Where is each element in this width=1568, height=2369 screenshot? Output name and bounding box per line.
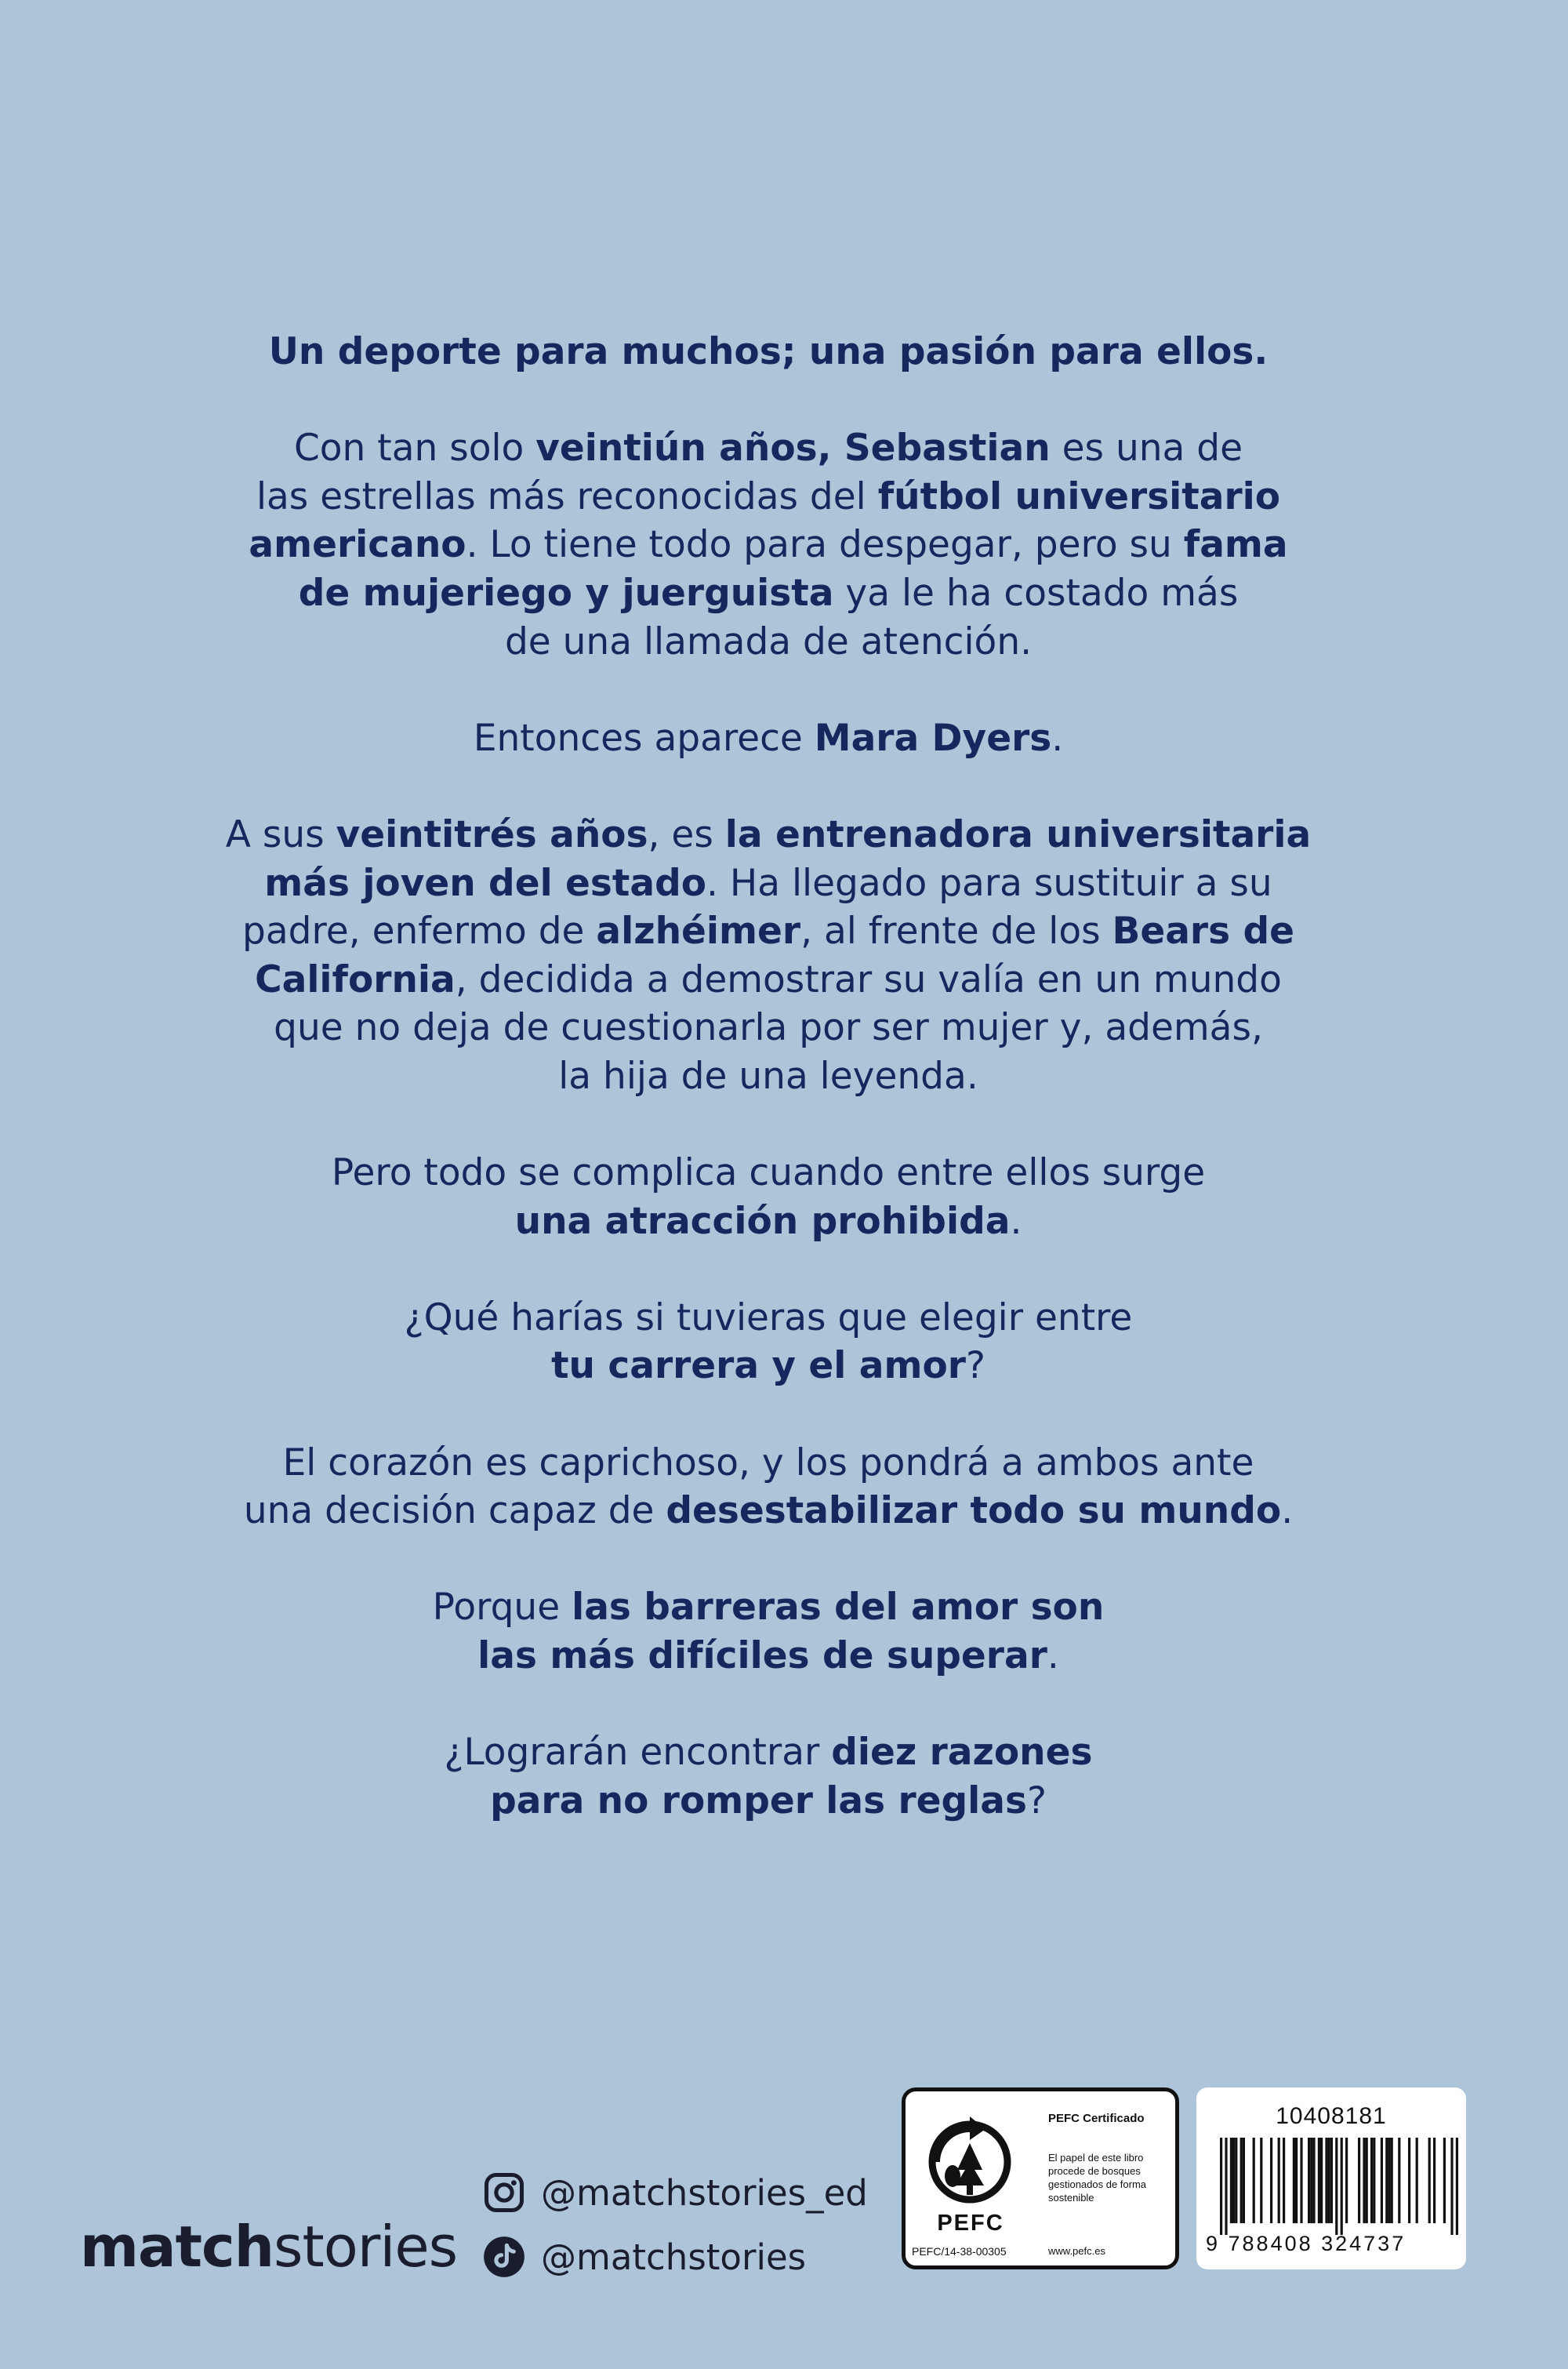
blurb-line: [157, 811, 1380, 859]
barcode-bar: [1433, 2138, 1436, 2223]
text: , al frente de los: [800, 910, 1112, 954]
blurb-line: [157, 618, 1380, 667]
barcode-bar: [1318, 2138, 1320, 2223]
barcode-bar: [1243, 2138, 1245, 2223]
barcode-bar: [1341, 2138, 1343, 2235]
text: que no deja de cuestionarla por ser mujer y, además,: [274, 1006, 1263, 1050]
isbn-number: 9 788408 324737: [1206, 2232, 1406, 2255]
blurb-line: [157, 714, 1380, 763]
tiktok-icon: [483, 2236, 525, 2278]
bold-text: fama: [1183, 523, 1288, 567]
text: las estrellas más reconocidas del: [256, 474, 878, 518]
instagram-handle: @matchstories_ed: [541, 2171, 868, 2214]
blurb-line: [157, 1149, 1380, 1197]
bold-text: veintitrés años: [336, 812, 648, 856]
text: , decidida a demostrar su valía en un mundo: [455, 957, 1282, 1001]
text: una decisión capaz de: [243, 1489, 666, 1533]
text: Pero todo se complica cuando entre ellos surge: [331, 1151, 1206, 1195]
barcode-bar: [1312, 2138, 1315, 2223]
barcode-bar: [1235, 2138, 1237, 2223]
blurb-line: [157, 1583, 1380, 1632]
barcode-top-number: 10408181: [1276, 2103, 1387, 2129]
blurb-line: [157, 1487, 1380, 1535]
blurb-paragraph: [157, 1294, 1380, 1390]
barcode-bar: [1381, 2138, 1383, 2223]
barcode-bar: [1253, 2138, 1255, 2223]
bold-text: alzhéimer: [596, 910, 801, 954]
barcode-bar: [1325, 2138, 1327, 2223]
pefc-certification-box: [902, 2087, 1179, 2269]
text: .: [1051, 716, 1064, 760]
barcode-bar: [1320, 2138, 1323, 2223]
text: Con tan solo: [293, 427, 536, 471]
text: . Lo tiene todo para despegar, pero su: [466, 523, 1184, 567]
blurb-line: [157, 1294, 1380, 1343]
blurb-paragraph: [157, 811, 1380, 1101]
barcode-bar: [1373, 2138, 1375, 2223]
barcode-bar: [1225, 2138, 1227, 2235]
blurb-paragraph: [157, 714, 1380, 763]
barcode-bar: [1385, 2138, 1388, 2223]
text: de una llamada de atención.: [504, 620, 1033, 663]
blurb-line: [157, 1197, 1380, 1246]
text: ?: [1026, 1779, 1047, 1822]
text: ya le ha costado más: [833, 571, 1239, 615]
barcode-bar: [1295, 2138, 1298, 2223]
bold-text: de mujeriego y juerguista: [298, 571, 834, 615]
blurb-line: [157, 1439, 1380, 1488]
pefc-title: PEFC Certificado: [1048, 2112, 1145, 2125]
bold-text: fútbol universitario: [877, 474, 1281, 518]
barcode-bar: [1220, 2138, 1222, 2235]
pefc-logo-text: PEFC: [937, 2211, 1004, 2236]
barcode-bar: [1416, 2138, 1418, 2223]
blurb-paragraph: [157, 1583, 1380, 1680]
bold-text: tu carrera y el amor: [551, 1344, 966, 1388]
isbn-barcode-box: [1196, 2087, 1466, 2269]
social-tiktok: [483, 2235, 806, 2279]
barcode-bar: [1278, 2138, 1280, 2223]
barcode-bar: [1408, 2138, 1410, 2223]
bold-text: las barreras del amor son: [572, 1586, 1105, 1630]
blurb-line: [157, 907, 1380, 956]
text: ¿Lograrán encontrar: [444, 1731, 832, 1775]
blurb-line: [157, 521, 1380, 569]
blurb-line: [157, 1777, 1380, 1826]
matchstories-logo: [80, 2211, 457, 2282]
barcode-bars: [1220, 2138, 1458, 2235]
blurb-line: [157, 1632, 1380, 1680]
blurb-paragraph: [157, 1728, 1380, 1825]
blurb-line: [157, 859, 1380, 908]
barcode-bar: [1450, 2138, 1453, 2235]
barcode-bar: [1328, 2138, 1330, 2223]
text: es una de: [1050, 427, 1243, 471]
instagram-icon: [483, 2171, 525, 2214]
text: Porque: [432, 1586, 572, 1630]
blurb-line: [157, 1052, 1380, 1101]
barcode-bar: [1310, 2138, 1312, 2223]
barcode-bar: [1335, 2138, 1338, 2235]
barcode-bar: [1300, 2138, 1302, 2223]
logo-light-part: stories: [273, 2214, 458, 2280]
barcode-bar: [1240, 2138, 1243, 2223]
barcode-bar: [1358, 2138, 1360, 2223]
text: Entonces aparece: [473, 716, 815, 760]
text: ¿Qué harías si tuvieras que elegir entre: [404, 1295, 1133, 1339]
tiktok-handle: @matchstories: [541, 2236, 807, 2278]
barcode-bar: [1388, 2138, 1390, 2223]
blurb-line: [157, 569, 1380, 618]
tagline: Un deporte para muchos; una pasión para ellos.: [268, 330, 1269, 373]
bold-text: Mara Dyers: [814, 716, 1052, 760]
barcode-bar: [1456, 2138, 1458, 2235]
social-instagram: [483, 2171, 868, 2215]
barcode-bar: [1283, 2138, 1285, 2223]
text: .: [1047, 1634, 1059, 1678]
pefc-tree-icon: [926, 2113, 1014, 2207]
text: .: [1281, 1489, 1294, 1533]
bold-text: diez razones: [831, 1731, 1093, 1775]
bold-text: California: [255, 957, 456, 1001]
logo-bold-part: match: [80, 2214, 274, 2280]
bold-text: veintiún años, Sebastian: [535, 427, 1051, 471]
blurb-paragraph: [157, 1439, 1380, 1535]
blurb-line: [157, 956, 1380, 1005]
text: la hija de una leyenda.: [558, 1054, 978, 1098]
barcode-bar: [1443, 2138, 1446, 2223]
text: , es: [648, 812, 725, 856]
blurb-line: [157, 473, 1380, 521]
barcode-bar: [1391, 2138, 1393, 2223]
pefc-website: www.pefc.es: [1048, 2245, 1105, 2257]
text: . Ha llegado para sustituir a su: [706, 861, 1272, 905]
text: A sus: [225, 812, 336, 856]
bold-text: desestabilizar todo su mundo: [666, 1489, 1282, 1533]
blurb-paragraph: [157, 424, 1380, 666]
barcode-bar: [1370, 2138, 1373, 2223]
blurb-line: [157, 1342, 1380, 1390]
blurb-paragraph: [157, 1149, 1380, 1245]
blurb-line: [157, 1728, 1380, 1777]
barcode-bar: [1345, 2138, 1348, 2223]
blurb-line: [157, 424, 1380, 473]
text: El corazón es caprichoso, y los pondrá a ambos ante: [282, 1441, 1254, 1484]
barcode-bar: [1366, 2138, 1368, 2223]
barcode-bar: [1330, 2138, 1333, 2223]
barcode-bar: [1230, 2138, 1232, 2223]
blurb-line: [157, 1004, 1380, 1052]
barcode-bar: [1270, 2138, 1272, 2223]
text: .: [1010, 1199, 1022, 1243]
pefc-code: PEFC/14-38-00305: [912, 2245, 1007, 2258]
bold-text: las más difíciles de superar: [477, 1634, 1047, 1678]
barcode-bar: [1308, 2138, 1310, 2223]
blurb-paragraphs: [157, 424, 1380, 1825]
bold-text: Bears de: [1112, 910, 1294, 954]
barcode-bar: [1398, 2138, 1400, 2223]
barcode-bar: [1363, 2138, 1365, 2223]
bold-text: para no romper las reglas: [490, 1779, 1027, 1822]
bold-text: americano: [249, 523, 466, 567]
text: ?: [965, 1344, 985, 1388]
bold-text: la entrenadora universitaria: [724, 812, 1312, 856]
bold-text: una atracción prohibida: [514, 1199, 1011, 1243]
barcode-bar: [1260, 2138, 1262, 2223]
book-blurb: [157, 328, 1380, 1873]
barcode-bar: [1293, 2138, 1295, 2223]
text: padre, enfermo de: [242, 910, 597, 954]
barcode-bar: [1428, 2138, 1431, 2223]
bold-text: más joven del estado: [264, 861, 707, 905]
pefc-description: El papel de este libro procede de bosques gestionados de forma sostenible: [1048, 2152, 1147, 2204]
barcode-bar: [1232, 2138, 1235, 2223]
